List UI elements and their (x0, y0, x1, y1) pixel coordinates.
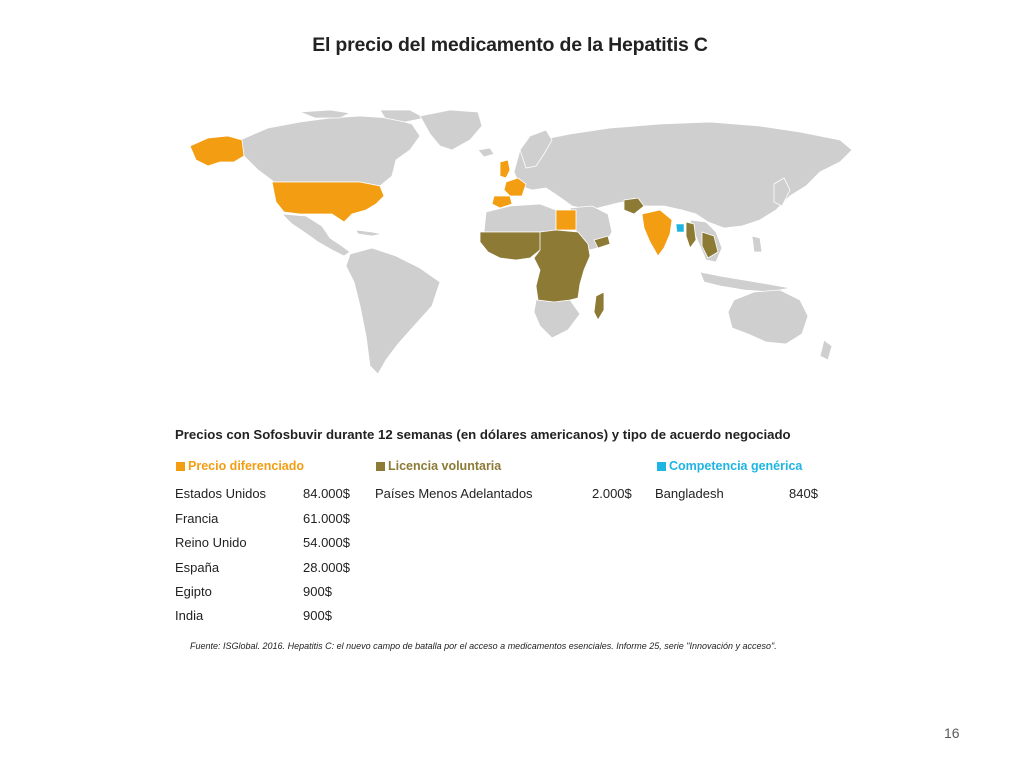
country-uk (500, 160, 510, 178)
region-central-east-africa (534, 230, 590, 302)
country-name: Reino Unido (175, 535, 247, 550)
page-number: 16 (944, 725, 960, 741)
land-caribbean (356, 230, 382, 236)
price: 84.000$ (303, 486, 350, 501)
country-alaska (190, 136, 244, 166)
land-australia (728, 290, 808, 344)
country-name: España (175, 560, 220, 575)
country-myanmar (686, 222, 696, 248)
legend-precio-diferenciado (176, 459, 304, 473)
price: 840$ (789, 486, 818, 501)
country-name: Estados Unidos (175, 486, 267, 501)
olive-swatch-icon (376, 462, 385, 471)
country-name: Países Menos Adelantados (375, 486, 533, 501)
country-egypt (556, 210, 576, 230)
legend-licencia-voluntaria (376, 459, 501, 473)
layer-competencia-generica (676, 224, 684, 232)
price: 61.000$ (303, 511, 350, 526)
price: 54.000$ (303, 535, 350, 550)
land-philippines (752, 236, 762, 252)
land-greenland (420, 110, 482, 150)
country-bangladesh (676, 224, 684, 232)
country-name: Francia (175, 511, 219, 526)
country-india (642, 210, 672, 256)
country-name: Egipto (175, 584, 212, 599)
country-madagascar (594, 292, 604, 320)
land-south-america (346, 248, 440, 374)
price: 2.000$ (592, 486, 632, 501)
source-note: Fuente: ISGlobal. 2016. Hepatitis C: el nuevo campo de batalla por el acceso a medicamentos esenciales. Informe 25, serie "Innovación y acceso". (190, 641, 777, 651)
price: 900$ (303, 584, 332, 599)
table-subtitle: Precios con Sofosbuvir durante 12 semanas (en dólares americanos) y tipo de acuerdo negociado (175, 427, 791, 442)
price: 900$ (303, 608, 332, 623)
map-title: El precio del medicamento de la Hepatitis C (312, 34, 708, 56)
land-southern-africa (534, 300, 580, 338)
land-new-zealand (820, 340, 832, 360)
land-iceland (478, 148, 494, 157)
country-name: Bangladesh (655, 486, 724, 501)
country-name: India (175, 608, 204, 623)
legend-competencia-generica (657, 459, 802, 473)
blue-swatch-icon (657, 462, 666, 471)
legend-label: Competencia genérica (669, 459, 803, 473)
legend-label: Licencia voluntaria (388, 459, 502, 473)
price: 28.000$ (303, 560, 350, 575)
land-indonesia (700, 272, 790, 292)
land-mexico (282, 214, 350, 256)
world-map (168, 110, 856, 378)
legend-label: Precio diferenciado (188, 459, 305, 473)
land-north-africa (484, 204, 556, 232)
orange-swatch-icon (176, 462, 185, 471)
land-canada (240, 116, 420, 186)
